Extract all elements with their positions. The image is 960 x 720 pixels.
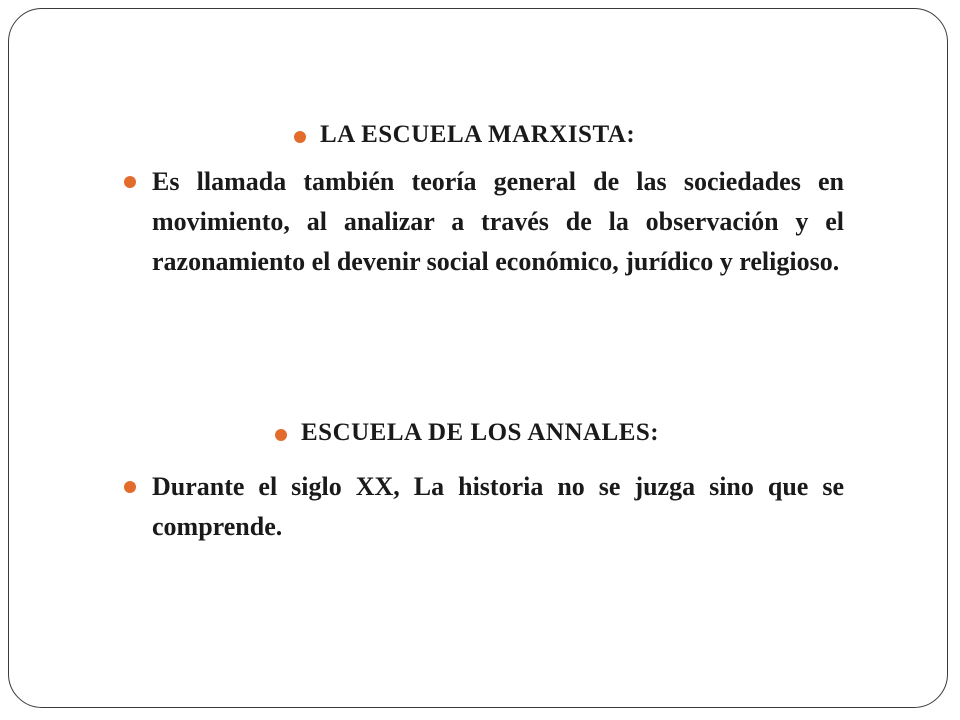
bullet-heading-annales-school xyxy=(301,419,659,447)
bullet-heading-marxist-school xyxy=(320,121,635,149)
orange-bullet-dot-icon xyxy=(124,176,136,188)
bullet-paragraph-marxist-definition xyxy=(152,162,844,282)
paragraph-annales-definition: Durante el siglo XX, La historia no se juzga sino que se comprende. xyxy=(152,472,844,541)
heading-marxist-school: LA ESCUELA MARXISTA: xyxy=(320,121,636,148)
bullet-paragraph-annales-definition xyxy=(152,467,844,547)
orange-bullet-dot-icon xyxy=(124,481,136,493)
heading-annales-school: ESCUELA DE LOS ANNALES: xyxy=(301,419,660,446)
paragraph-marxist-definition: Es llamada también teoría general de las sociedades en movimiento, al analizar a través de la observación y el razonamiento el devenir social económico, jurídico y religioso. xyxy=(152,167,844,276)
orange-bullet-dot-icon xyxy=(294,131,306,143)
orange-bullet-dot-icon xyxy=(275,429,287,441)
slide-frame xyxy=(8,8,948,708)
